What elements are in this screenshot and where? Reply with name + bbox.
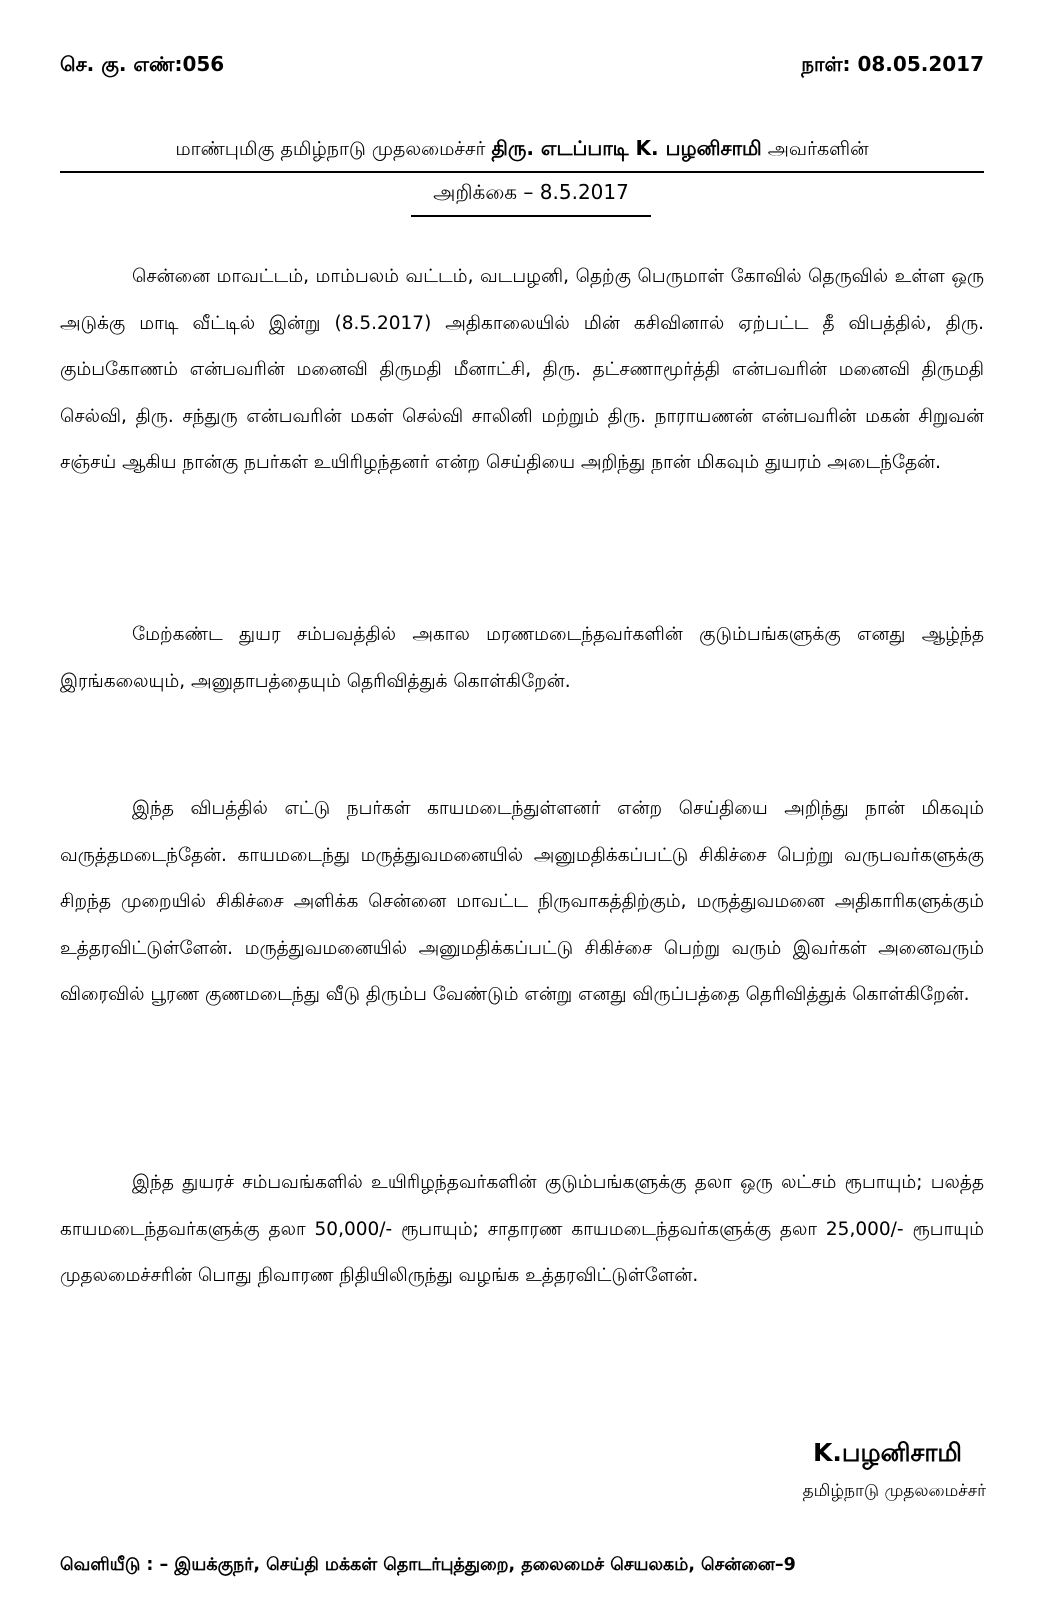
document-subtitle-wrap [0, 180, 1062, 217]
document-subtitle: அறிக்கை – 8.5.2017 [411, 180, 651, 217]
signature-block [802, 1438, 986, 1503]
title-name: திரு. எடப்பாடி K. பழனிசாமி [491, 136, 762, 160]
document-title [60, 136, 984, 173]
release-date: நாள்: 08.05.2017 [801, 52, 984, 76]
signatory-designation: தமிழ்நாடு முதலமைச்சர் [802, 1481, 986, 1501]
body-paragraph-4: இந்த துயரச் சம்பவங்களில் உயிரிழந்தவர்களின் குடும்பங்களுக்கு தலா ஒரு லட்சம் ரூபாயும்; பலத்த காயமடைந்தவர்களுக்கு தலா 50,000/- ரூபாயும்; சாதாரண காயமடைந்தவர்களுக்கு தலா 25,000/- ரூபாயும் முதலமைச்சரின் பொது நிவாரண நிதியிலிருந்து வழங்க உத்தரவிட்டுள்ளேன். [60, 1172, 984, 1286]
signatory-name: K.பழனிசாமி [812, 1438, 962, 1467]
body-paragraph-3: இந்த விபத்தில் எட்டு நபர்கள் காயமடைந்துள்ளனர் என்ற செய்தியை அறிந்து நான் மிகவும் வருத்தமடைந்தேன். காயமடைந்து மருத்துவமனையில் அனுமதிக்கப்பட்டு சிகிச்சை பெற்று வருபவர்களுக்கு சிறந்த முறையில் சிகிச்சை அளிக்க சென்னை மாவட்ட நிருவாகத்திற்கும், மருத்துவமனை அதிகாரிகளுக்கும் உத்தரவிட்டுள்ளேன். மருத்துவமனையில் அனுமதிக்கப்பட்டு சிகிச்சை பெற்று வரும் இவர்கள் அனைவரும் விரைவில் பூரண குணமடைந்து வீடு திரும்ப வேண்டும் என்று எனது விருப்பத்தை தெரிவித்துக் கொள்கிறேன். [60, 798, 984, 1005]
title-suffix: அவர்களின் [767, 138, 869, 160]
body-paragraph-1: சென்னை மாவட்டம், மாம்பலம் வட்டம், வடபழனி, தெற்கு பெருமாள் கோவில் தெருவில் உள்ள ஒரு அடுக்கு மாடி வீட்டில் இன்று (8.5.2017) அதிகாலையில் மின் கசிவினால் ஏற்பட்ட தீ விபத்தில், திரு. கும்பகோணம் என்பவரின் மனைவி திருமதி மீனாட்சி, திரு. தட்சணாமூர்த்தி என்பவரின் மனைவி திருமதி செல்வி, திரு. சந்துரு என்பவரின் மகள் செல்வி சாலினி மற்றும் திரு. நாராயணன் என்பவரின் மகன் சிறுவன் சஞ்சய் ஆகிய நான்கு நபர்கள் உயிரிழந்தனர் என்ற செய்தியை அறிந்து நான் மிகவும் துயரம் அடைந்தேன். [60, 266, 984, 473]
release-footer: வெளியீடு : – இயக்குநர், செய்தி மக்கள் தொடர்புத்துறை, தலைமைச் செயலகம், சென்னை–9 [60, 1555, 796, 1575]
body-paragraph-2: மேற்கண்ட துயர சம்பவத்தில் அகால மரணமடைந்தவர்களின் குடும்பங்களுக்கு எனது ஆழ்ந்த இரங்கலையும், அனுதாபத்தையும் தெரிவித்துக் கொள்கிறேன். [60, 624, 984, 692]
reference-number: செ. கு. எண்:056 [60, 52, 225, 76]
title-prefix: மாண்புமிகு தமிழ்நாடு முதலமைச்சர் [175, 138, 486, 160]
